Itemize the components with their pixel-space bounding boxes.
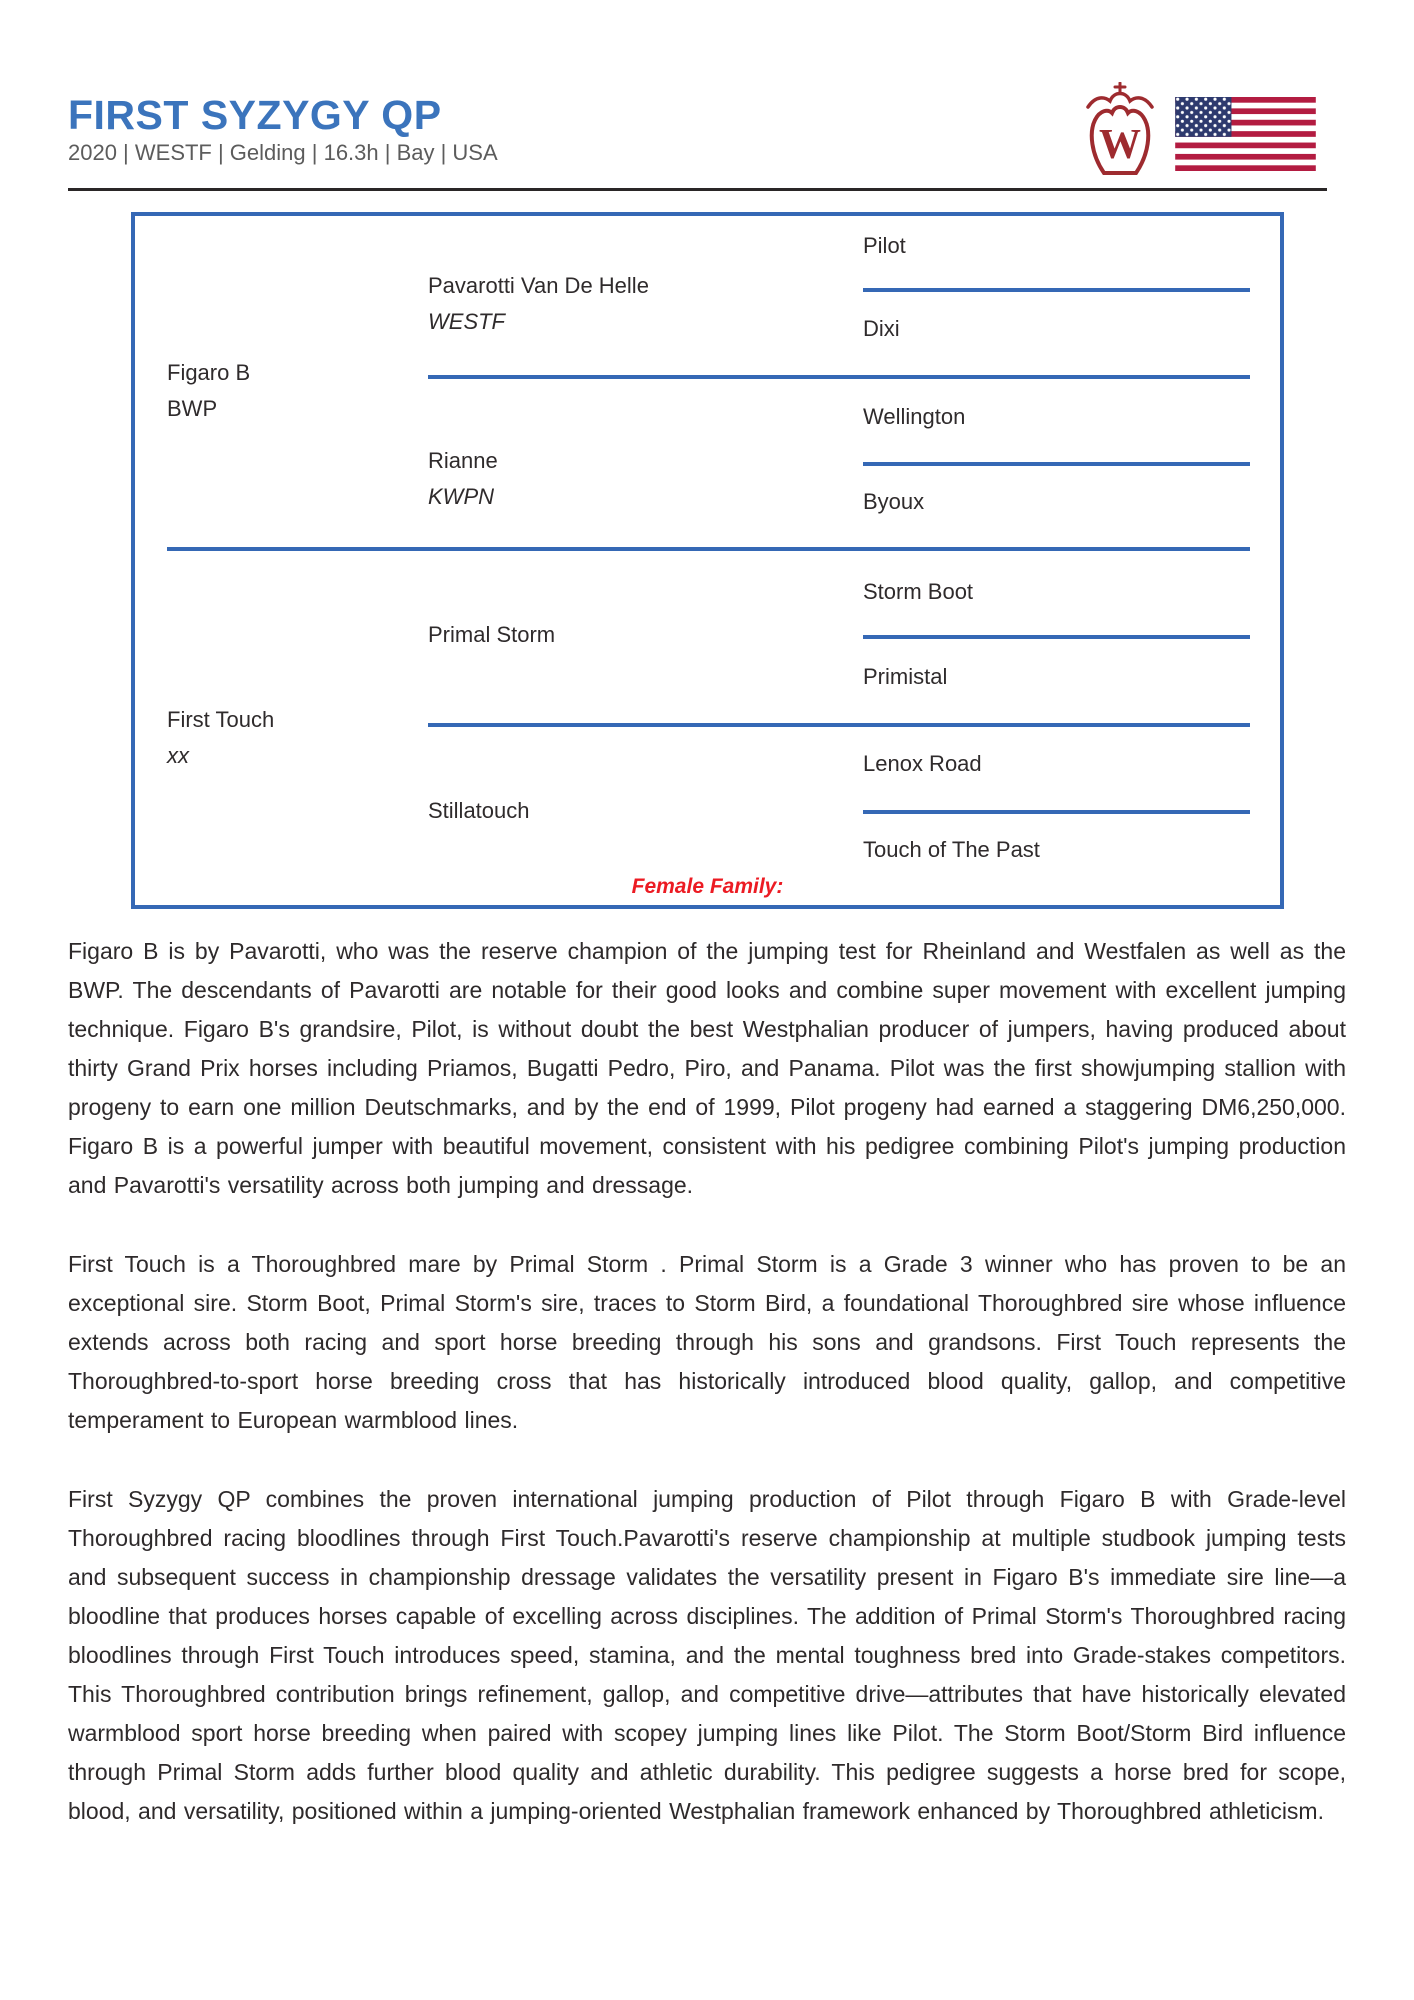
pedigree-table: [131, 212, 1284, 909]
horse-registry: KWPN: [428, 484, 494, 509]
pedigree-granddam: [428, 448, 498, 510]
horse-name: Primal Storm: [428, 622, 556, 647]
pedigree-sire: [167, 360, 250, 422]
pedigree-divider: [428, 375, 1250, 379]
pedigree-ggparent: Dixi: [863, 316, 900, 341]
paragraph-dam-line: First Touch is a Thoroughbred mare by Primal Storm . Primal Storm is a Grade 3 winner who has proven to be an exceptional sire. Storm Boot, Primal Storm's sire, traces to Storm Bird, a foundational Thoroughbred sire whose influence extends across both racing and sport horse breeding through his sons and grandsons. First Touch represents the Thoroughbred-to-sport horse breeding cross that has historically introduced blood quality, gallop, and competitive temperament to European warmblood lines.: [68, 1251, 1346, 1433]
female-family-label: Female Family:: [631, 875, 784, 898]
horse-name: Stillatouch: [428, 798, 530, 823]
page-title: FIRST SYZYGY QP: [68, 92, 442, 138]
horse-registry: xx: [167, 743, 189, 768]
westfalen-crest-icon: [1085, 82, 1155, 180]
pedigree-divider: [863, 288, 1250, 292]
pedigree-divider: [863, 810, 1250, 814]
horse-name: First Touch: [167, 707, 275, 732]
pedigree-ggparent: Byoux: [863, 489, 925, 514]
pedigree-divider: [167, 547, 1250, 551]
pedigree-divider: [428, 723, 1250, 727]
paragraph-sire-line: Figaro B is by Pavarotti, who was the reserve champion of the jumping test for Rheinland and Westfalen as well as the BWP. The descendants of Pavarotti are notable for their good looks and combine super movement with excellent jumping technique. Figaro B's grandsire, Pilot, is without doubt the best Westphalian producer of jumpers, having produced about thirty Grand Prix horses including Priamos, Bugatti Pedro, Piro, and Panama. Pilot was the first showjumping stallion with progeny to earn one million Deutschmarks, and by the end of 1999, Pilot progeny had earned a staggering DM6,250,000. Figaro B is a powerful jumper with beautiful movement, consistent with his pedigree combining Pilot's jumping production and Pavarotti's versatility across both jumping and dressage.: [68, 938, 1346, 1198]
horse-details-subtitle: 2020 | WESTF | Gelding | 16.3h | Bay | USA: [68, 140, 498, 165]
horse-registry: WESTF: [428, 309, 505, 334]
horse-name: Pavarotti Van De Helle: [428, 273, 649, 298]
pedigree-grandsire: [428, 273, 649, 335]
pedigree-ggparent: Storm Boot: [863, 579, 974, 604]
crest-letter: W: [1099, 122, 1141, 168]
pedigree-ggparent: Primistal: [863, 664, 948, 689]
pedigree-ggparent: Touch of The Past: [863, 837, 1040, 862]
pedigree-ggparent: Pilot: [863, 233, 906, 258]
pedigree-divider: [863, 462, 1250, 466]
header-divider: [68, 188, 1327, 191]
usa-flag-icon: [1175, 97, 1316, 171]
pedigree-granddam-dam-side: [428, 798, 530, 824]
horse-registry: BWP: [167, 396, 218, 421]
pedigree-commentary: [68, 932, 1346, 1871]
pedigree-grandsire-dam-side: [428, 622, 555, 648]
pedigree-divider: [863, 635, 1250, 639]
pedigree-ggparent: Wellington: [863, 404, 966, 429]
horse-name: Rianne: [428, 448, 498, 473]
pedigree-ggparent: Lenox Road: [863, 751, 982, 776]
horse-name: Figaro B: [167, 360, 251, 385]
pedigree-dam: [167, 707, 274, 769]
paragraph-summary: First Syzygy QP combines the proven international jumping production of Pilot through Figaro B with Grade-level Thoroughbred racing bloodlines through First Touch.Pavarotti's reserve championship at multiple studbook jumping tests and subsequent success in championship dressage validates the versatility present in Figaro B's immediate sire line—a bloodline that produces horses capable of excelling across disciplines. The addition of Primal Storm's Thoroughbred racing bloodlines through First Touch introduces speed, stamina, and the mental toughness bred into Grade-stakes competitors. This Thoroughbred contribution brings refinement, gallop, and competitive drive—attributes that have historically elevated warmblood sport horse breeding when paired with scopey jumping lines like Pilot. The Storm Boot/Storm Bird influence through Primal Storm adds further blood quality and athletic durability. This pedigree suggests a horse bred for scope, blood, and versatility, positioned within a jumping-oriented Westphalian framework enhanced by Thoroughbred athleticism.: [68, 1486, 1346, 1824]
